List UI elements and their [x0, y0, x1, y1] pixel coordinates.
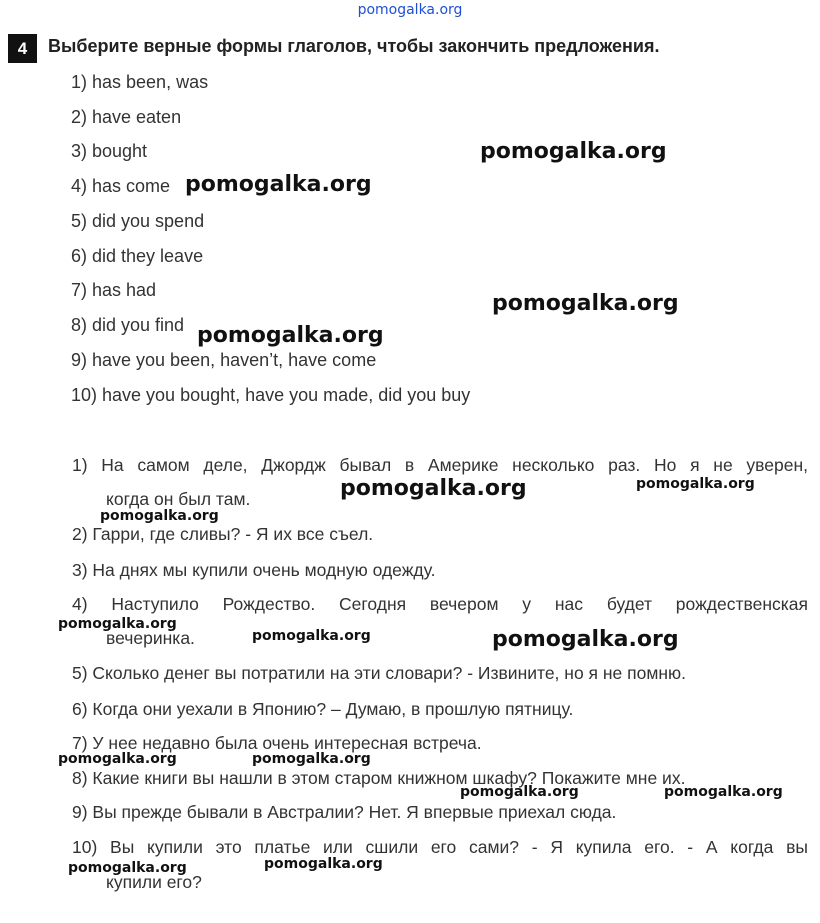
translation-line: когда он был там.: [106, 489, 251, 509]
watermark: pomogalka.org: [264, 856, 383, 872]
answer-item: 6) did they leave: [71, 246, 204, 266]
answer-item: 5) did you spend: [71, 211, 205, 231]
watermark: pomogalka.org: [185, 172, 372, 197]
translation-line: 3) На днях мы купили очень модную одежду.: [72, 560, 436, 580]
watermark: pomogalka.org: [492, 627, 679, 652]
answer-item: 7) has had: [71, 280, 157, 300]
answer-item: 10) have you bought, have you made, did you buy: [71, 385, 471, 405]
watermark: pomogalka.org: [492, 291, 679, 316]
translation-line: 1) На самом деле, Джордж бывал в Америке несколько раз. Но я не уверен,: [72, 455, 808, 475]
exercise-number-badge: 4: [8, 34, 37, 63]
translation-line: 7) У нее недавно была очень интересная встреча.: [72, 733, 482, 753]
watermark: pomogalka.org: [252, 628, 371, 644]
translation-line: 8) Какие книги вы нашли в этом старом книжном шкафу? Покажите мне их.: [72, 768, 686, 788]
watermark: pomogalka.org: [252, 751, 371, 767]
translation-line: 6) Когда они уехали в Японию? – Думаю, в прошлую пятницу.: [72, 699, 574, 719]
watermark: pomogalka.org: [480, 139, 667, 164]
watermark: pomogalka.org: [68, 860, 187, 876]
answer-item: 9) have you been, haven’t, have come: [71, 350, 377, 370]
exercise-heading: Выберите верные формы глаголов, чтобы закончить предложения.: [48, 36, 660, 56]
site-caption[interactable]: pomogalka.org: [357, 2, 463, 18]
answer-item: 8) did you find: [71, 315, 185, 335]
answer-item: 1) has been, was: [71, 72, 209, 92]
translation-line: 4) Наступило Рождество. Сегодня вечером у нас будет рождественская: [72, 594, 808, 614]
translation-line: 10) Вы купили это платье или сшили его сами? - Я купила его. - А когда вы: [72, 837, 808, 857]
answer-item: 3) bought: [71, 141, 148, 161]
watermark: pomogalka.org: [58, 751, 177, 767]
translation-line: купили его?: [106, 872, 202, 892]
watermark: pomogalka.org: [100, 508, 219, 524]
answer-item: 4) has come: [71, 176, 171, 196]
translation-line: 2) Гарри, где сливы? - Я их все съел.: [72, 524, 374, 544]
translation-line: 9) Вы прежде бывали в Австралии? Нет. Я впервые приехал сюда.: [72, 802, 617, 822]
translation-line: вечеринка.: [106, 628, 195, 648]
watermark: pomogalka.org: [58, 616, 177, 632]
watermark: pomogalka.org: [340, 476, 527, 501]
watermark: pomogalka.org: [636, 476, 755, 492]
watermark: pomogalka.org: [664, 784, 783, 800]
translation-line: 5) Сколько денег вы потратили на эти словари? - Извините, но я не помню.: [72, 663, 687, 683]
answer-item: 2) have eaten: [71, 107, 182, 127]
watermark: pomogalka.org: [197, 323, 384, 348]
watermark: pomogalka.org: [460, 784, 579, 800]
